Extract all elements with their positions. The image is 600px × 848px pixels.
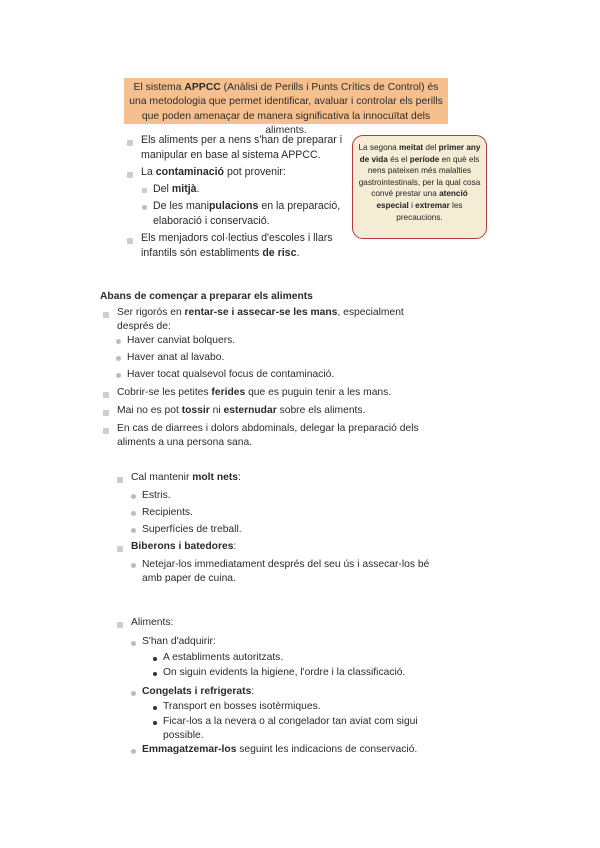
list-item: Haver tocat qualsevol focus de contaminació. — [127, 369, 335, 380]
list-item — [117, 306, 404, 334]
list-item — [117, 386, 391, 400]
list-item — [117, 404, 365, 418]
round-bullet-icon — [116, 373, 121, 378]
list-item-line: Els aliments per a nens s'han de preparar i — [141, 134, 343, 146]
list-item: Estris. — [142, 490, 171, 501]
list-item — [142, 743, 417, 757]
list-item-text: ni — [209, 405, 224, 416]
round-bullet-icon — [131, 563, 136, 568]
list-item-text: , especialment — [337, 307, 404, 318]
list-item-bold: esternudar — [223, 405, 277, 416]
list-item-text: De les mani — [153, 200, 209, 212]
small-bullet-icon — [153, 706, 157, 710]
callout-bold: primer any de vida — [359, 143, 481, 164]
callout-bold: meitat — [399, 143, 424, 152]
list-item: S'han d'adquirir: — [142, 636, 216, 647]
intro-text-1: El sistema — [133, 82, 185, 93]
list-item-line: manipular en base al sistema APPCC. — [141, 148, 321, 161]
list-item — [141, 165, 286, 180]
list-item-bold: de risc — [262, 246, 297, 259]
callout-bold: extremar — [415, 200, 450, 210]
list-item: Transport en bosses isotèrmiques. — [163, 701, 321, 712]
list-item-text: Del — [153, 183, 172, 195]
round-bullet-icon — [131, 528, 136, 533]
callout-bold: atenció especial — [376, 189, 468, 210]
list-item — [142, 558, 429, 586]
square-bullet-icon — [117, 622, 123, 628]
list-item-bold: pulacions — [208, 200, 259, 212]
list-item-text: : — [238, 472, 241, 483]
list-item: On siguin evidents la higiene, l'ordre i la classificació. — [163, 667, 406, 678]
callout-text: les precaucions. — [396, 200, 463, 222]
square-bullet-icon — [117, 477, 123, 483]
list-item: Recipients. — [142, 507, 193, 518]
list-item — [153, 199, 340, 228]
square-bullet-icon — [127, 172, 133, 178]
list-item-text: : — [233, 541, 237, 552]
infant-warning-callout — [352, 135, 487, 239]
list-item — [131, 540, 236, 554]
list-item-text: Cobrir-se les petites — [117, 387, 212, 398]
round-bullet-icon — [116, 356, 121, 361]
square-bullet-icon — [103, 428, 109, 434]
list-item-line: Ficar-los a la nevera o al congelador tan aviat com sigui — [163, 716, 418, 727]
list-item — [153, 182, 200, 197]
list-item-line: En cas de diarrees i dolors abdominals, delegar la preparació dels — [117, 423, 419, 434]
square-bullet-icon — [127, 140, 133, 146]
square-bullet-icon — [127, 238, 133, 244]
list-item-text: : — [251, 686, 255, 697]
intro-text-2: (Anàlisi de Perills i Punts Crítics de Control) és una metodologia que permet identificar, avaluar i controlar els perills que poden amenaçar de manera significativa la innocuïtat dels aliments. — [129, 82, 443, 136]
appcc-definition-box — [124, 78, 448, 136]
intro-appcc-bold: APPCC — [184, 82, 221, 93]
small-bullet-icon — [153, 672, 157, 676]
list-item — [163, 715, 418, 743]
round-bullet-icon — [131, 691, 136, 696]
list-item-line: possible. — [163, 730, 204, 741]
list-item: Haver anat al lavabo. — [127, 352, 225, 363]
list-item-line: després de: — [117, 321, 171, 332]
list-item-line: Netejar-los immediatament després del seu ús i assecar-los bé — [142, 559, 430, 570]
list-item — [141, 231, 333, 260]
section-heading: Abans de començar a preparar els aliments — [100, 291, 313, 302]
list-item-text: . — [196, 183, 200, 195]
list-item-line: elaboració i conservació. — [153, 214, 270, 227]
callout-text: és el — [387, 154, 410, 164]
round-bullet-icon — [142, 205, 147, 210]
round-bullet-icon — [131, 494, 136, 499]
callout-text: La segona — [358, 143, 400, 152]
list-item-text: en la preparació, — [258, 200, 341, 212]
list-item — [117, 422, 419, 450]
list-item-bold: mitjà — [171, 183, 197, 195]
list-item-bold: contaminació — [155, 166, 225, 178]
round-bullet-icon — [116, 339, 121, 344]
list-item-text: que es puguin tenir a les mans. — [245, 387, 392, 398]
callout-text: i — [408, 200, 416, 210]
list-item-text: pot provenir: — [224, 166, 286, 178]
list-item-text: sobre els aliments. — [276, 405, 366, 416]
small-bullet-icon — [153, 721, 157, 725]
list-item-bold: Emmagatzemar-los — [142, 744, 237, 755]
list-item — [131, 471, 241, 485]
list-item: Superfícies de treball. — [142, 524, 242, 535]
list-item-bold: rentar-se i assecar-se les mans — [184, 307, 338, 318]
list-item-bold: molt nets — [192, 472, 239, 483]
square-bullet-icon — [103, 392, 109, 398]
list-item-line: amb paper de cuina. — [142, 573, 236, 584]
list-item-text: infantils són establiments — [141, 246, 263, 259]
square-bullet-icon — [103, 312, 109, 318]
callout-text: del — [423, 143, 439, 152]
round-bullet-icon — [131, 641, 136, 646]
square-bullet-icon — [103, 410, 109, 416]
list-item — [142, 685, 254, 699]
list-item-bold: Biberons i batedores — [131, 541, 234, 552]
square-bullet-icon — [117, 546, 123, 552]
list-item — [141, 133, 342, 162]
list-item-bold: ferides — [211, 387, 246, 398]
small-bullet-icon — [153, 657, 157, 661]
list-item-line: Els menjadors col·lectius d'escoles i llars — [141, 232, 333, 244]
list-item-text: seguint les indicacions de conservació. — [236, 744, 418, 755]
callout-bold: període — [409, 154, 440, 164]
list-item-text: Mai no es pot — [117, 405, 182, 416]
round-bullet-icon — [131, 749, 136, 754]
list-item-text: Cal mantenir — [131, 472, 193, 483]
list-item-bold: tossir — [181, 405, 210, 416]
list-item-line: aliments a una persona sana. — [117, 437, 253, 448]
list-item: A establiments autoritzats. — [163, 652, 284, 663]
callout-text: en què els nens pateixen més malalties gastrointestinals, per la qual cosa convé prestar una — [358, 154, 481, 199]
list-item-text: Ser rigorós en — [117, 307, 185, 318]
list-item: Haver canviat bolquers. — [127, 335, 236, 346]
round-bullet-icon — [131, 511, 136, 516]
list-item-text: . — [296, 246, 300, 259]
list-item-text: La — [141, 166, 156, 178]
list-item: Aliments: — [131, 617, 174, 628]
list-item-bold: Congelats i refrigerats — [142, 686, 252, 697]
square-bullet-icon — [142, 188, 147, 193]
